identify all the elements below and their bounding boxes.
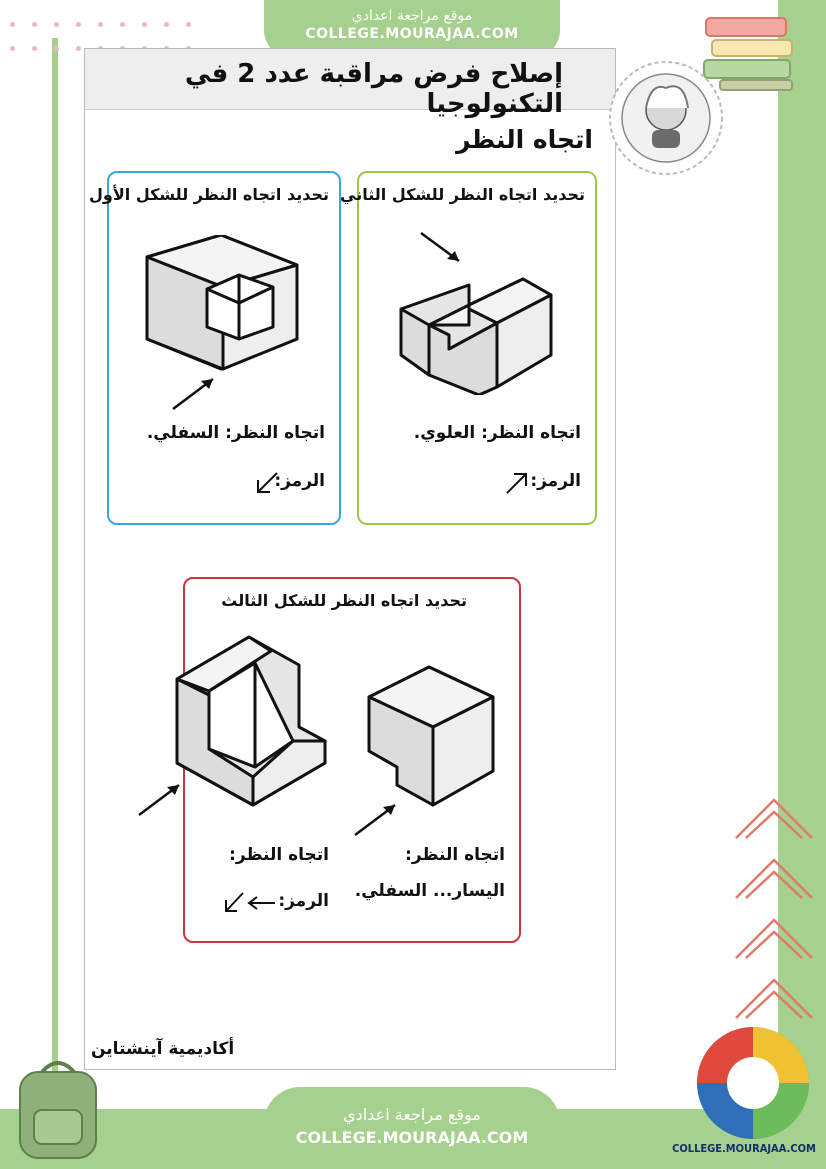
arrow-down-left-icon [253,469,281,497]
arrows-left-down-icon [221,889,279,917]
view-direction-text: اتجاه النظر: العلوي. [413,423,581,443]
card-heading: تحديد اتجاه النظر للشكل الثاني [340,185,585,204]
view-arrow-icon [351,799,401,839]
card-heading: تحديد اتجاه النظر للشكل الأول [89,185,329,204]
symbol-label: الرمز: [274,471,325,491]
academy-footer-name: أكاديمية آينشتاين [91,1039,235,1059]
arrow-up-right-icon [503,469,531,497]
isometric-shape-2 [397,245,567,395]
section-heading: اتجاه النظر [456,125,593,154]
card-third-shape [183,577,521,943]
card-heading: تحديد اتجاه النظر للشكل الثالث [221,591,467,610]
right-direction-label: اتجاه النظر: [405,845,505,865]
left-direction-label: اتجاه النظر: [229,845,329,865]
academy-logo-icon [606,58,726,178]
site-name-arabic: موقع مراجعة اعدادي [351,8,473,24]
chevrons-up-icon [730,790,820,1030]
left-green-stripe [52,38,58,1118]
view-arrow-icon [169,373,219,413]
right-direction-value: اليسار... السفلي. [354,881,505,901]
wheel-site-caption[interactable]: COLLEGE.MOURAJAA.COM [672,1142,816,1155]
card-second-shape [340,171,597,525]
document-title: إصلاح فرض مراقبة عدد 2 في التكنولوجيا [184,59,563,119]
site-url[interactable]: COLLEGE.MOURAJAA.COM [305,26,519,42]
symbol-label: الرمز: [530,471,581,491]
title-bar [85,49,615,119]
card-first-shape [89,171,341,525]
document-page [84,48,616,1070]
view-arrow-icon [135,779,185,819]
site-banner-bottom[interactable] [264,1087,560,1169]
site-url[interactable]: COLLEGE.MOURAJAA.COM [295,1128,529,1147]
left-symbol-label: الرمز: [278,891,329,911]
isometric-shape-1 [143,235,313,385]
isometric-shape-3-right [363,659,503,809]
left-margin [0,0,52,1169]
school-subjects-wheel-icon [694,1024,812,1142]
isometric-shape-3-left [175,629,331,809]
site-name-arabic: موقع مراجعة اعدادي [343,1105,481,1124]
view-direction-text: اتجاه النظر: السفلي. [146,423,325,443]
backpack-icon [8,1052,108,1162]
